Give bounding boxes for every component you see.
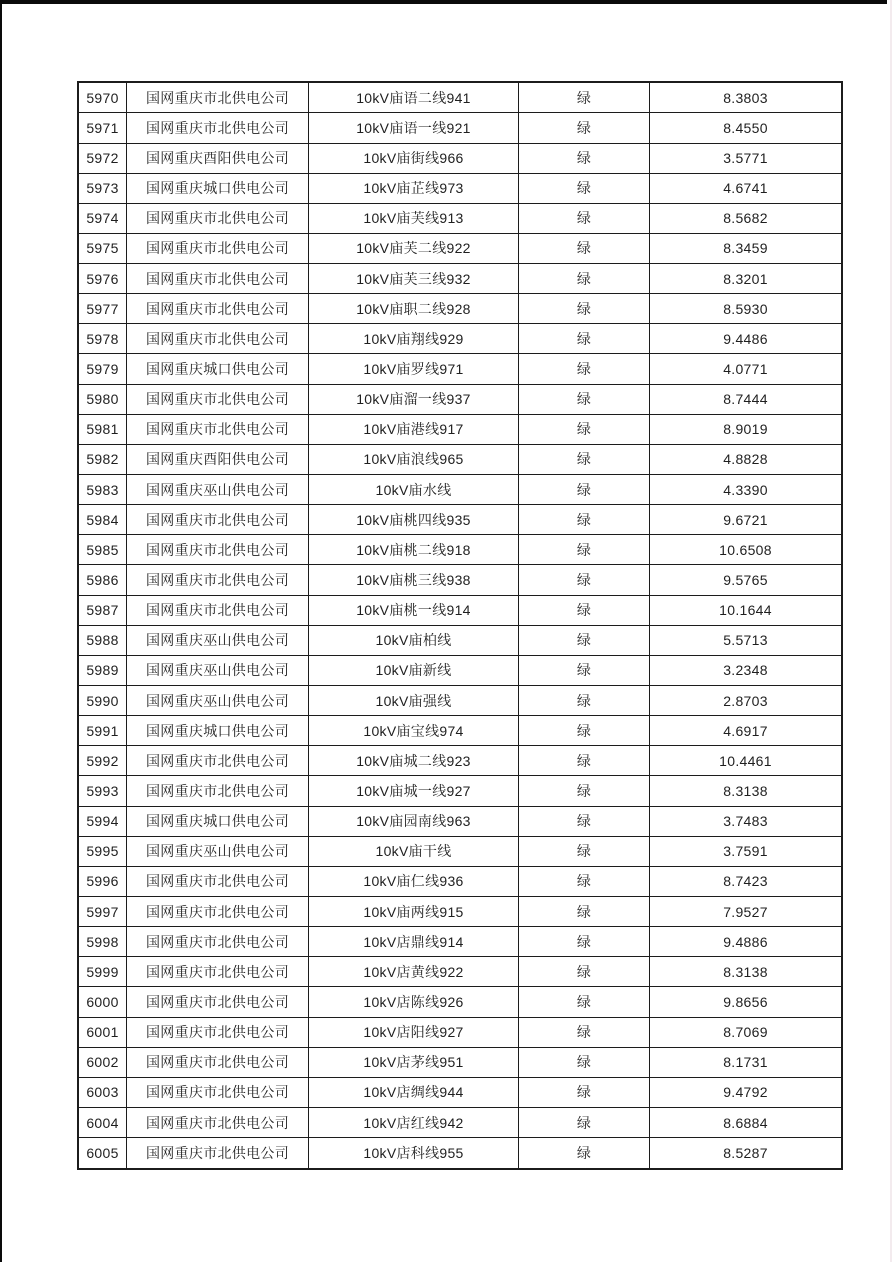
row-number-cell: 6003 [78, 1077, 127, 1107]
value-cell: 8.3459 [650, 233, 843, 263]
line-name-cell: 10kV庙城二线923 [309, 746, 519, 776]
company-cell: 国网重庆市北供电公司 [127, 1138, 309, 1169]
value-cell: 9.4792 [650, 1077, 843, 1107]
table-row [78, 957, 842, 987]
row-number-cell: 6001 [78, 1017, 127, 1047]
status-cell: 绿 [519, 264, 650, 294]
value-cell: 3.2348 [650, 655, 843, 685]
row-number-cell: 5975 [78, 233, 127, 263]
line-name-cell: 10kV庙桃四线935 [309, 505, 519, 535]
table-row [78, 1017, 842, 1047]
company-cell: 国网重庆市北供电公司 [127, 927, 309, 957]
status-cell: 绿 [519, 354, 650, 384]
table-row [78, 264, 842, 294]
table-row [78, 203, 842, 233]
value-cell: 2.8703 [650, 686, 843, 716]
company-cell: 国网重庆城口供电公司 [127, 716, 309, 746]
row-number-cell: 5991 [78, 716, 127, 746]
status-cell: 绿 [519, 173, 650, 203]
row-number-cell: 5981 [78, 414, 127, 444]
top-black-bar [0, 0, 887, 4]
table-row [78, 897, 842, 927]
value-cell: 8.7444 [650, 384, 843, 414]
line-name-cell: 10kV庙宝线974 [309, 716, 519, 746]
line-name-cell: 10kV店茅线951 [309, 1047, 519, 1077]
status-cell: 绿 [519, 1138, 650, 1169]
value-cell: 8.3201 [650, 264, 843, 294]
value-cell: 8.9019 [650, 414, 843, 444]
table-row [78, 414, 842, 444]
row-number-cell: 5987 [78, 595, 127, 625]
company-cell: 国网重庆市北供电公司 [127, 414, 309, 444]
table-row [78, 82, 842, 113]
line-name-cell: 10kV庙芙二线922 [309, 233, 519, 263]
table-row [78, 294, 842, 324]
line-name-cell: 10kV庙语一线921 [309, 113, 519, 143]
company-cell: 国网重庆巫山供电公司 [127, 686, 309, 716]
value-cell: 10.6508 [650, 535, 843, 565]
company-cell: 国网重庆市北供电公司 [127, 505, 309, 535]
table-row [78, 143, 842, 173]
row-number-cell: 5983 [78, 475, 127, 505]
company-cell: 国网重庆市北供电公司 [127, 1017, 309, 1047]
status-cell: 绿 [519, 776, 650, 806]
value-cell: 9.4886 [650, 927, 843, 957]
status-cell: 绿 [519, 475, 650, 505]
status-cell: 绿 [519, 746, 650, 776]
status-cell: 绿 [519, 625, 650, 655]
value-cell: 3.7591 [650, 836, 843, 866]
value-cell: 4.6741 [650, 173, 843, 203]
value-cell: 8.3138 [650, 776, 843, 806]
row-number-cell: 5971 [78, 113, 127, 143]
value-cell: 9.6721 [650, 505, 843, 535]
value-cell: 3.7483 [650, 806, 843, 836]
status-cell: 绿 [519, 1108, 650, 1138]
table-row [78, 836, 842, 866]
table-row [78, 444, 842, 474]
row-number-cell: 5982 [78, 444, 127, 474]
company-cell: 国网重庆市北供电公司 [127, 1108, 309, 1138]
row-number-cell: 5979 [78, 354, 127, 384]
line-name-cell: 10kV庙溜一线937 [309, 384, 519, 414]
company-cell: 国网重庆市北供电公司 [127, 233, 309, 263]
table-row [78, 1077, 842, 1107]
company-cell: 国网重庆市北供电公司 [127, 987, 309, 1017]
value-cell: 9.5765 [650, 565, 843, 595]
row-number-cell: 5977 [78, 294, 127, 324]
company-cell: 国网重庆市北供电公司 [127, 324, 309, 354]
row-number-cell: 5973 [78, 173, 127, 203]
row-number-cell: 5988 [78, 625, 127, 655]
table-row [78, 1138, 842, 1169]
value-cell: 4.6917 [650, 716, 843, 746]
line-name-cell: 10kV庙桃一线914 [309, 595, 519, 625]
line-name-cell: 10kV庙园南线963 [309, 806, 519, 836]
row-number-cell: 5995 [78, 836, 127, 866]
line-name-cell: 10kV店鼎线914 [309, 927, 519, 957]
table-row [78, 233, 842, 263]
company-cell: 国网重庆市北供电公司 [127, 595, 309, 625]
table-row [78, 475, 842, 505]
status-cell: 绿 [519, 686, 650, 716]
row-number-cell: 5999 [78, 957, 127, 987]
table-row [78, 595, 842, 625]
status-cell: 绿 [519, 444, 650, 474]
company-cell: 国网重庆市北供电公司 [127, 294, 309, 324]
status-cell: 绿 [519, 233, 650, 263]
value-cell: 10.4461 [650, 746, 843, 776]
table-row [78, 987, 842, 1017]
status-cell: 绿 [519, 414, 650, 444]
status-cell: 绿 [519, 505, 650, 535]
status-cell: 绿 [519, 203, 650, 233]
value-cell: 3.5771 [650, 143, 843, 173]
company-cell: 国网重庆市北供电公司 [127, 113, 309, 143]
status-cell: 绿 [519, 957, 650, 987]
status-cell: 绿 [519, 987, 650, 1017]
status-cell: 绿 [519, 866, 650, 896]
value-cell: 5.5713 [650, 625, 843, 655]
row-number-cell: 5974 [78, 203, 127, 233]
table-row [78, 505, 842, 535]
row-number-cell: 5980 [78, 384, 127, 414]
line-name-cell: 10kV庙城一线927 [309, 776, 519, 806]
status-cell: 绿 [519, 565, 650, 595]
row-number-cell: 6004 [78, 1108, 127, 1138]
company-cell: 国网重庆市北供电公司 [127, 203, 309, 233]
value-cell: 8.5287 [650, 1138, 843, 1169]
value-cell: 8.1731 [650, 1047, 843, 1077]
line-name-cell: 10kV庙街线966 [309, 143, 519, 173]
status-cell: 绿 [519, 927, 650, 957]
row-number-cell: 5978 [78, 324, 127, 354]
line-name-cell: 10kV庙新线 [309, 655, 519, 685]
line-name-cell: 10kV店阳线927 [309, 1017, 519, 1047]
status-cell: 绿 [519, 655, 650, 685]
company-cell: 国网重庆市北供电公司 [127, 384, 309, 414]
status-cell: 绿 [519, 143, 650, 173]
row-number-cell: 5996 [78, 866, 127, 896]
company-cell: 国网重庆市北供电公司 [127, 565, 309, 595]
value-cell: 9.4486 [650, 324, 843, 354]
table-row [78, 384, 842, 414]
value-cell: 10.1644 [650, 595, 843, 625]
status-cell: 绿 [519, 1077, 650, 1107]
status-cell: 绿 [519, 1047, 650, 1077]
line-name-cell: 10kV庙仁线936 [309, 866, 519, 896]
table-row [78, 1047, 842, 1077]
line-name-cell: 10kV庙芙三线932 [309, 264, 519, 294]
value-cell: 4.0771 [650, 354, 843, 384]
row-number-cell: 5998 [78, 927, 127, 957]
line-name-cell: 10kV庙桃三线938 [309, 565, 519, 595]
status-cell: 绿 [519, 595, 650, 625]
row-number-cell: 5976 [78, 264, 127, 294]
company-cell: 国网重庆酉阳供电公司 [127, 143, 309, 173]
status-cell: 绿 [519, 294, 650, 324]
company-cell: 国网重庆市北供电公司 [127, 264, 309, 294]
line-name-cell: 10kV店陈线926 [309, 987, 519, 1017]
value-cell: 8.5930 [650, 294, 843, 324]
line-name-cell: 10kV庙浪线965 [309, 444, 519, 474]
row-number-cell: 5989 [78, 655, 127, 685]
value-cell: 9.8656 [650, 987, 843, 1017]
company-cell: 国网重庆城口供电公司 [127, 806, 309, 836]
line-name-cell: 10kV庙语二线941 [309, 82, 519, 113]
line-name-cell: 10kV庙柏线 [309, 625, 519, 655]
line-name-cell: 10kV庙职二线928 [309, 294, 519, 324]
table-row [78, 625, 842, 655]
value-cell: 4.8828 [650, 444, 843, 474]
row-number-cell: 5997 [78, 897, 127, 927]
status-cell: 绿 [519, 535, 650, 565]
company-cell: 国网重庆市北供电公司 [127, 746, 309, 776]
row-number-cell: 5990 [78, 686, 127, 716]
power-line-table [77, 81, 843, 1170]
line-name-cell: 10kV店科线955 [309, 1138, 519, 1169]
table-row [78, 113, 842, 143]
line-name-cell: 10kV店黄线922 [309, 957, 519, 987]
row-number-cell: 5972 [78, 143, 127, 173]
company-cell: 国网重庆市北供电公司 [127, 535, 309, 565]
row-number-cell: 5985 [78, 535, 127, 565]
status-cell: 绿 [519, 82, 650, 113]
company-cell: 国网重庆巫山供电公司 [127, 625, 309, 655]
row-number-cell: 5970 [78, 82, 127, 113]
row-number-cell: 5994 [78, 806, 127, 836]
company-cell: 国网重庆市北供电公司 [127, 776, 309, 806]
company-cell: 国网重庆市北供电公司 [127, 897, 309, 927]
line-name-cell: 10kV庙两线915 [309, 897, 519, 927]
row-number-cell: 6000 [78, 987, 127, 1017]
table-row [78, 927, 842, 957]
line-name-cell: 10kV店红线942 [309, 1108, 519, 1138]
status-cell: 绿 [519, 113, 650, 143]
row-number-cell: 6005 [78, 1138, 127, 1169]
left-edge-line [0, 0, 2, 1262]
line-name-cell: 10kV庙罗线971 [309, 354, 519, 384]
value-cell: 4.3390 [650, 475, 843, 505]
value-cell: 8.4550 [650, 113, 843, 143]
table-row [78, 806, 842, 836]
table-row [78, 173, 842, 203]
table-row [78, 686, 842, 716]
value-cell: 8.5682 [650, 203, 843, 233]
table-body [78, 82, 842, 1169]
company-cell: 国网重庆市北供电公司 [127, 1077, 309, 1107]
company-cell: 国网重庆市北供电公司 [127, 82, 309, 113]
table-row [78, 655, 842, 685]
company-cell: 国网重庆市北供电公司 [127, 1047, 309, 1077]
status-cell: 绿 [519, 836, 650, 866]
table-row [78, 746, 842, 776]
value-cell: 8.7423 [650, 866, 843, 896]
line-name-cell: 10kV店绸线944 [309, 1077, 519, 1107]
line-name-cell: 10kV庙翔线929 [309, 324, 519, 354]
row-number-cell: 5984 [78, 505, 127, 535]
line-name-cell: 10kV庙芙线913 [309, 203, 519, 233]
row-number-cell: 6002 [78, 1047, 127, 1077]
company-cell: 国网重庆城口供电公司 [127, 354, 309, 384]
line-name-cell: 10kV庙水线 [309, 475, 519, 505]
value-cell: 7.9527 [650, 897, 843, 927]
row-number-cell: 5986 [78, 565, 127, 595]
status-cell: 绿 [519, 897, 650, 927]
company-cell: 国网重庆酉阳供电公司 [127, 444, 309, 474]
company-cell: 国网重庆巫山供电公司 [127, 836, 309, 866]
line-name-cell: 10kV庙港线917 [309, 414, 519, 444]
line-name-cell: 10kV庙强线 [309, 686, 519, 716]
table-row [78, 776, 842, 806]
status-cell: 绿 [519, 384, 650, 414]
table-row [78, 565, 842, 595]
line-name-cell: 10kV庙芷线973 [309, 173, 519, 203]
value-cell: 8.6884 [650, 1108, 843, 1138]
company-cell: 国网重庆市北供电公司 [127, 957, 309, 987]
company-cell: 国网重庆城口供电公司 [127, 173, 309, 203]
row-number-cell: 5992 [78, 746, 127, 776]
table-row [78, 866, 842, 896]
line-name-cell: 10kV庙干线 [309, 836, 519, 866]
value-cell: 8.7069 [650, 1017, 843, 1047]
table-row [78, 535, 842, 565]
value-cell: 8.3803 [650, 82, 843, 113]
table-row [78, 354, 842, 384]
row-number-cell: 5993 [78, 776, 127, 806]
status-cell: 绿 [519, 806, 650, 836]
status-cell: 绿 [519, 716, 650, 746]
line-name-cell: 10kV庙桃二线918 [309, 535, 519, 565]
status-cell: 绿 [519, 1017, 650, 1047]
company-cell: 国网重庆巫山供电公司 [127, 655, 309, 685]
table-row [78, 1108, 842, 1138]
company-cell: 国网重庆巫山供电公司 [127, 475, 309, 505]
table-row [78, 716, 842, 746]
status-cell: 绿 [519, 324, 650, 354]
company-cell: 国网重庆市北供电公司 [127, 866, 309, 896]
table-row [78, 324, 842, 354]
value-cell: 8.3138 [650, 957, 843, 987]
